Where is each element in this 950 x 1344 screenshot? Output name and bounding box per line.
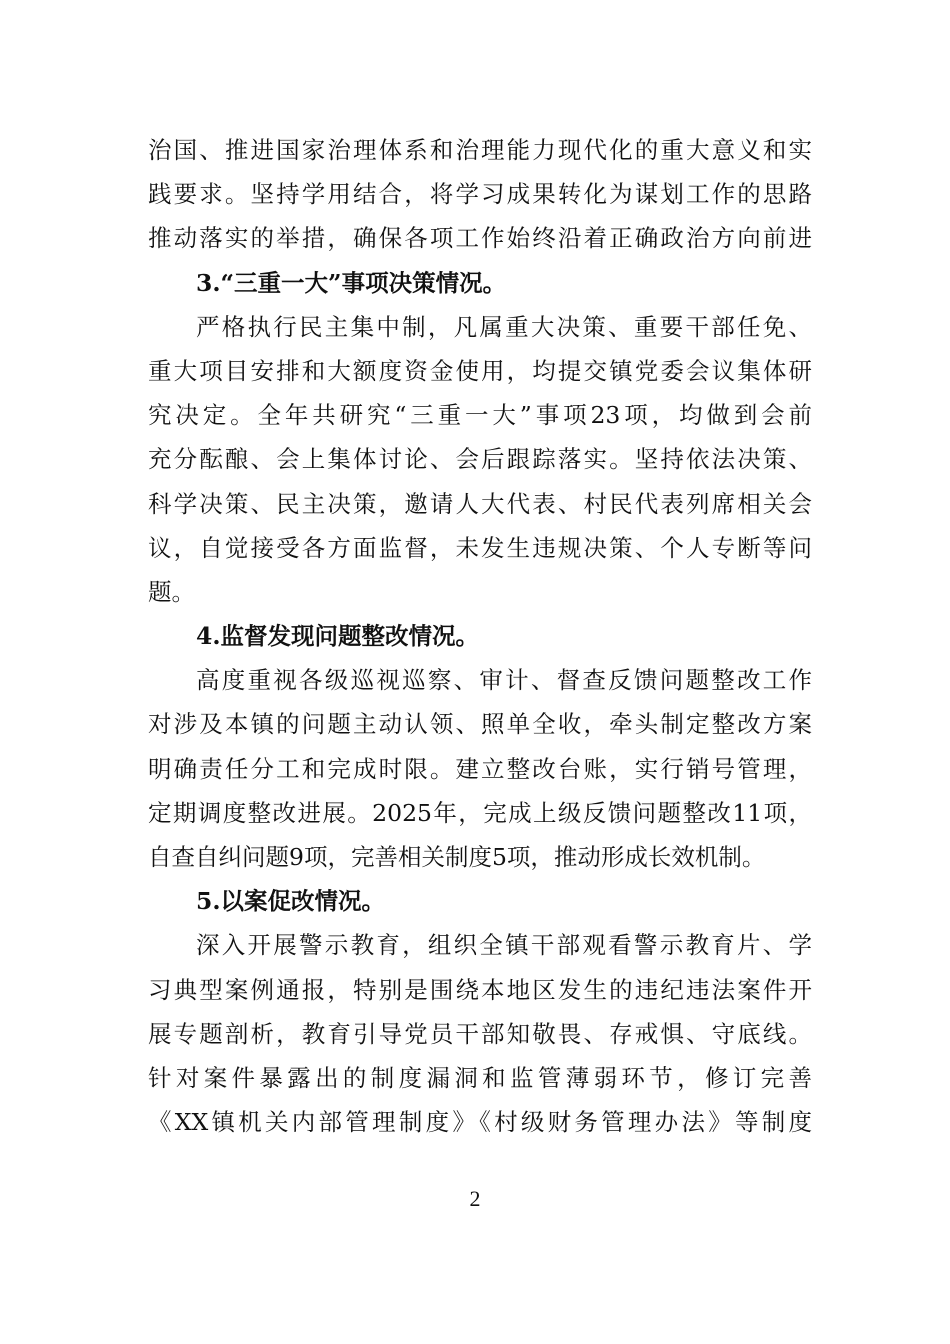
body-line: 题。 bbox=[148, 577, 195, 606]
body-line: 展专题剖析，教育引导党员干部知敬畏、存戒惧、守底线。 bbox=[148, 1019, 812, 1048]
body-line: 治国、推进国家治理体系和治理能力现代化的重大意义和实 bbox=[148, 136, 812, 164]
body-line: 定期调度整改进展。2025年，完成上级反馈问题整改11项， bbox=[148, 798, 812, 827]
body-line: 明确责任分工和完成时限。建立整改台账，实行销号管理， bbox=[148, 754, 812, 783]
body-line: 科学决策、民主决策，邀请人大代表、村民代表列席相关会 bbox=[148, 489, 812, 518]
body-line: 对涉及本镇的问题主动认领、照单全收，牵头制定整改方案 bbox=[148, 710, 812, 739]
body-line: 推动落实的举措，确保各项工作始终沿着正确政治方向前进 bbox=[148, 224, 812, 253]
body-line: 充分酝酿、会上集体讨论、会后跟踪落实。坚持依法决策、 bbox=[148, 445, 812, 474]
body-line: 高度重视各级巡视巡察、审计、督查反馈问题整改工作 bbox=[196, 666, 812, 695]
section-heading-4: 4.监督发现问题整改情况。 bbox=[196, 622, 480, 651]
section-heading-3: 3.“三重一大”事项决策情况。 bbox=[196, 268, 507, 297]
body-line: 践要求。坚持学用结合，将学习成果转化为谋划工作的思路 bbox=[148, 180, 812, 209]
page-number: 2 bbox=[469, 1186, 481, 1211]
body-line: 习典型案例通报，特别是围绕本地区发生的违纪违法案件开 bbox=[148, 975, 812, 1004]
body-line: 重大项目安排和大额度资金使用，均提交镇党委会议集体研 bbox=[148, 356, 812, 385]
body-line: 《XX镇机关内部管理制度》《村级财务管理办法》等制度 bbox=[148, 1108, 812, 1137]
body-line: 严格执行民主集中制，凡属重大决策、重要干部任免、 bbox=[196, 312, 812, 341]
body-line: 针对案件暴露出的制度漏洞和监管薄弱环节，修订完善 bbox=[148, 1063, 812, 1092]
body-line: 深入开展警示教育，组织全镇干部观看警示教育片、学 bbox=[196, 931, 812, 960]
body-line: 自查自纠问题9项，完善相关制度5项，推动形成长效机制。 bbox=[148, 843, 766, 871]
body-line: 究决定。全年共研究“三重一大”事项23项，均做到会前 bbox=[148, 401, 812, 430]
section-heading-5: 5.以案促改情况。 bbox=[196, 887, 386, 916]
document-body bbox=[148, 128, 812, 1144]
body-line: 议，自觉接受各方面监督，未发生违规决策、个人专断等问 bbox=[148, 533, 812, 562]
